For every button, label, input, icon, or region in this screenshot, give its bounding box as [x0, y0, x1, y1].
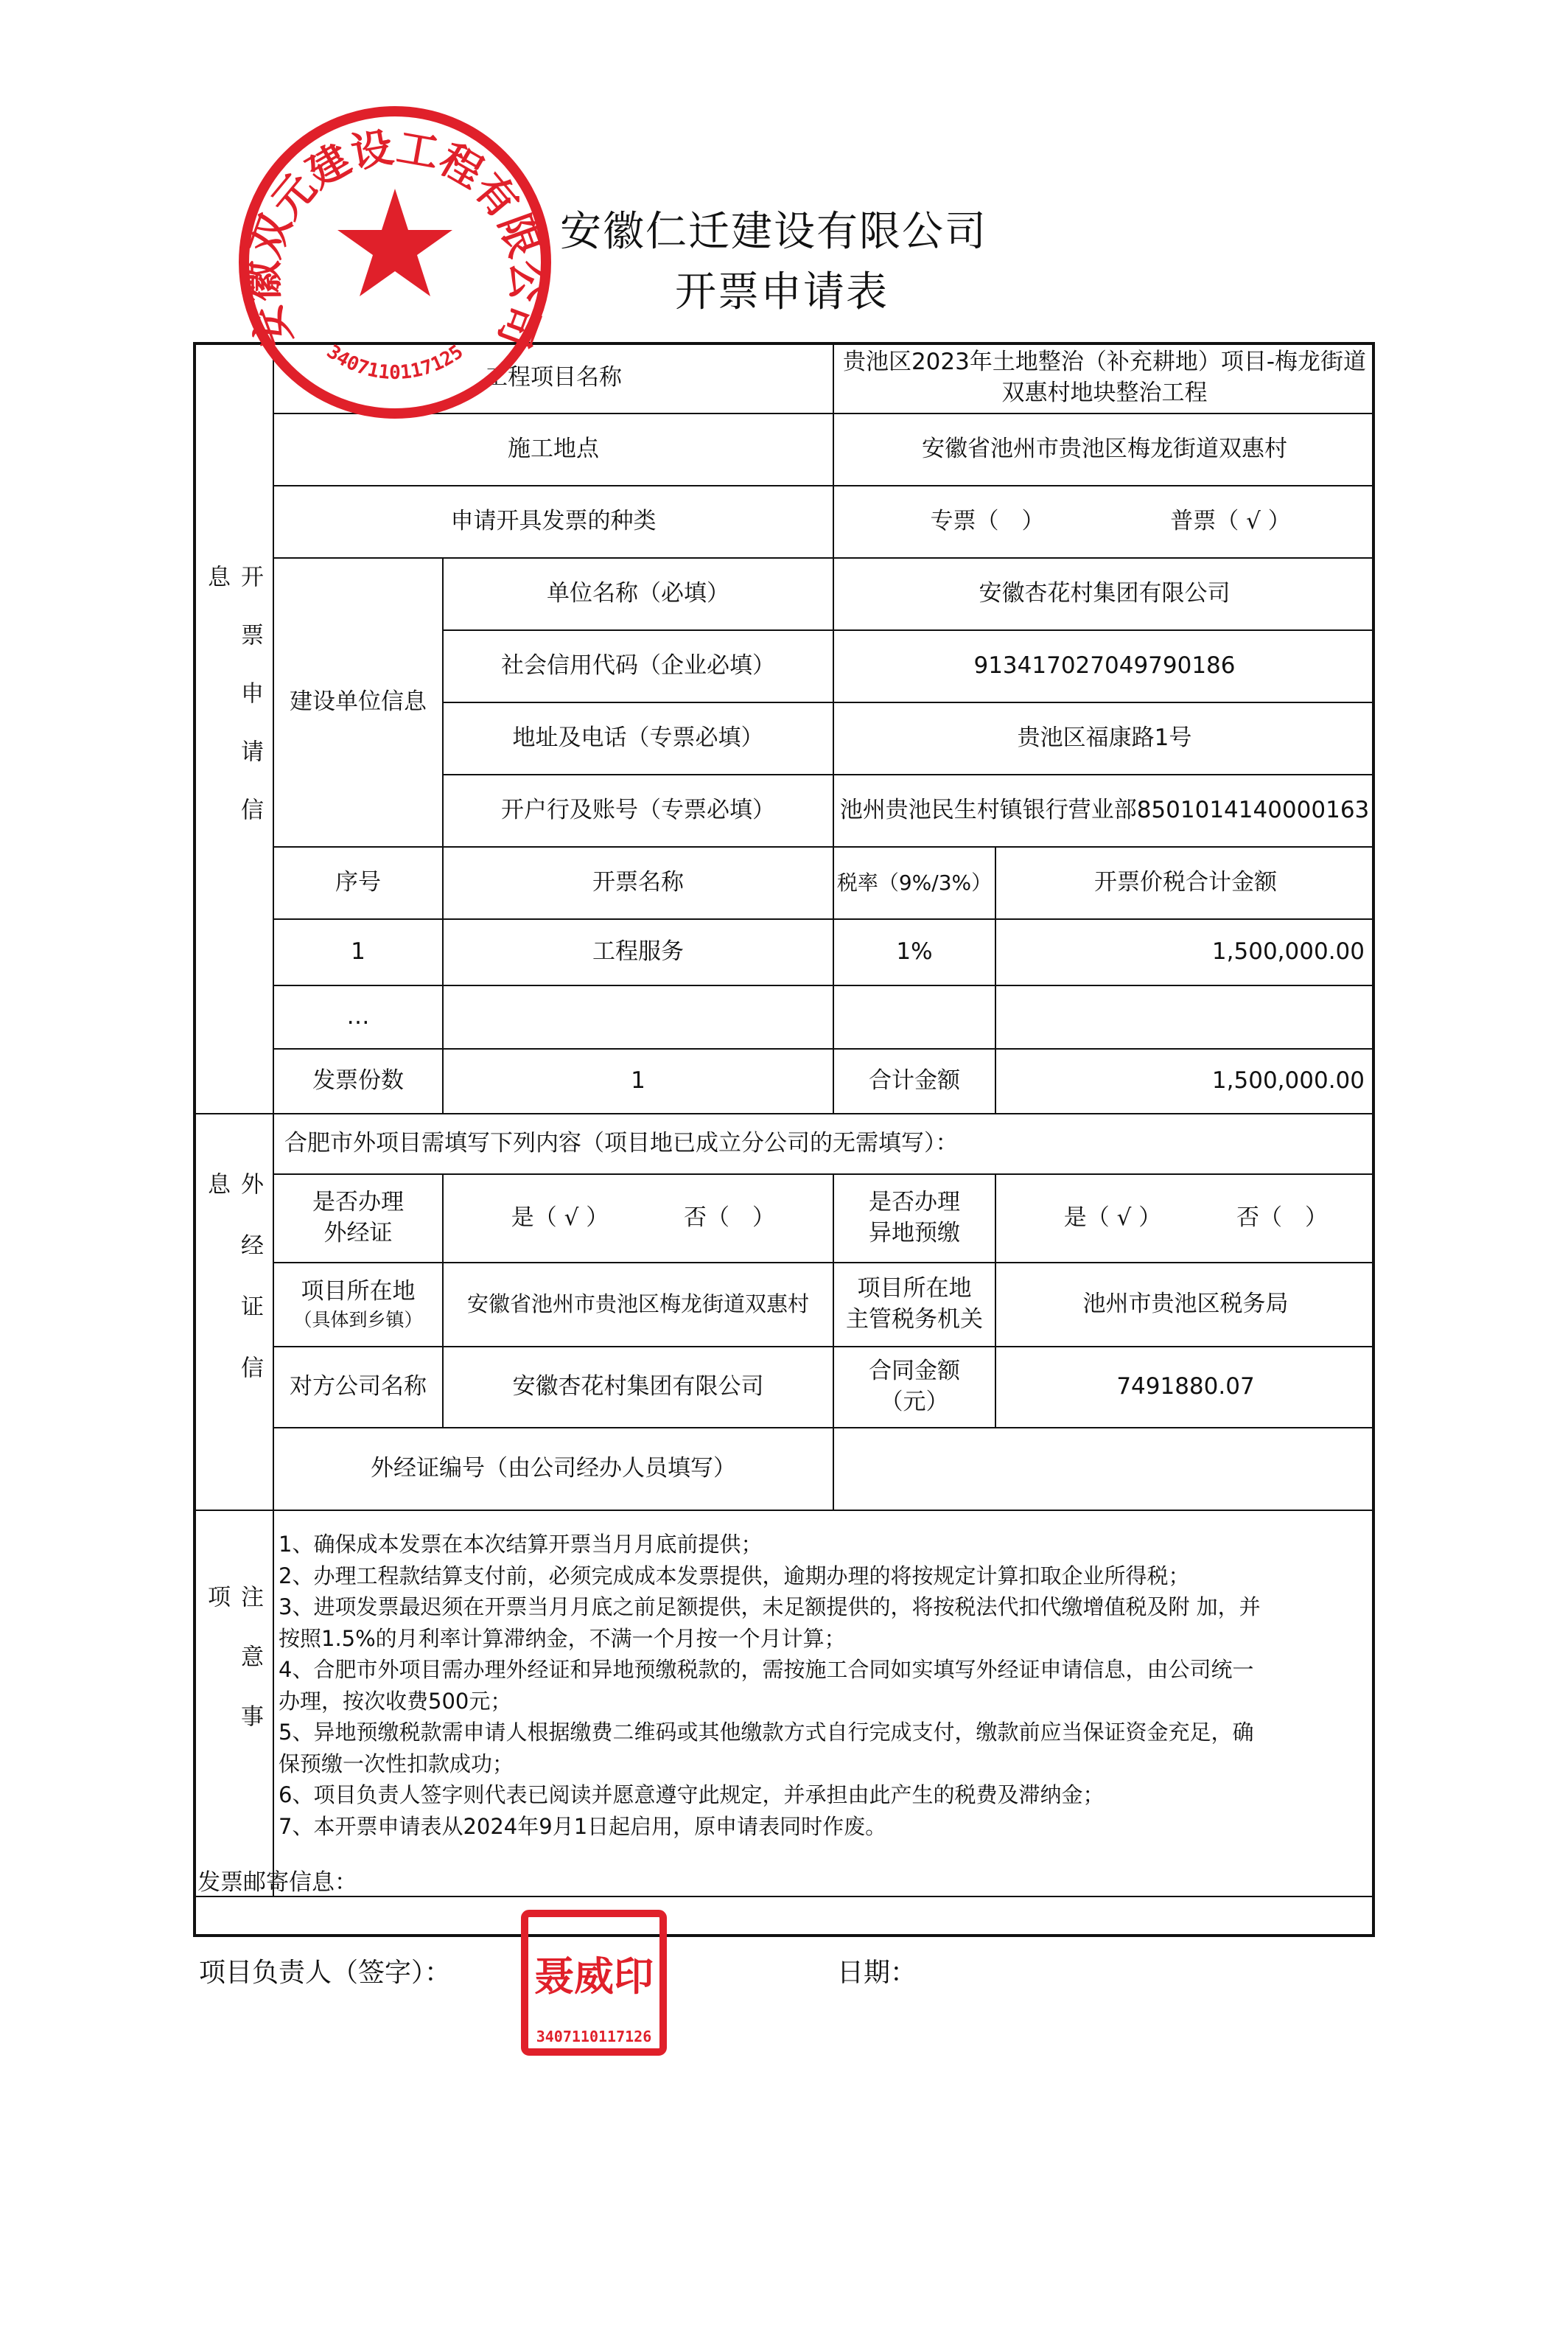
bank-value: 池州贵池民生村镇银行营业部8501014140000163 — [839, 797, 1370, 824]
col-header-index: 序号 — [335, 869, 381, 896]
table-cell: 1,500,000.00 — [1211, 938, 1365, 966]
project-location-value: 安徽省池州市贵池区梅龙街道双惠村 — [466, 1291, 809, 1317]
cert-question — [274, 1175, 442, 1262]
invoice-count-value: 1 — [631, 1067, 645, 1095]
section-label-cert-info — [203, 1172, 263, 1452]
invoice-type-special: 专票（ ） — [930, 508, 1045, 535]
invoice-type-label: 申请开具发票的种类 — [450, 508, 657, 535]
cert-number-label: 外经证编号（由公司经办人员填写） — [371, 1455, 736, 1482]
table-cell — [996, 986, 1375, 1048]
unit-name-label: 单位名称（必填） — [547, 580, 729, 607]
tax-label-line1: 项目所在地 — [857, 1275, 972, 1302]
cert-number-value — [834, 1428, 1375, 1510]
table-cell: … — [346, 1003, 370, 1030]
signer-label: 项目负责人（签字）： — [199, 1958, 452, 1988]
loc-label-line2: （具体到乡镇） — [293, 1309, 423, 1331]
credit-code-value: 913417027049790186 — [973, 652, 1236, 680]
tax-authority-label — [834, 1263, 995, 1346]
counterparty-value: 安徽杏花村集团有限公司 — [512, 1373, 764, 1400]
prepay-question — [834, 1175, 995, 1262]
project-name-line2: 双惠村地块整治工程 — [1001, 380, 1208, 406]
section-text: 注意事项 — [203, 1585, 263, 1764]
company-seal — [233, 100, 557, 425]
company-title: 安徽仁迁建设有限公司 — [560, 208, 987, 256]
personal-seal — [520, 1909, 668, 2056]
address-label: 地址及电话（专票必填） — [512, 725, 764, 752]
project-location-label — [274, 1263, 442, 1346]
cert-intro: 合肥市外项目需填写下列内容（项目地已成立分公司的无需填写）： — [284, 1130, 959, 1157]
unit-name-value: 安徽杏花村集团有限公司 — [979, 580, 1231, 607]
seal-code: 3407110117125 — [322, 341, 468, 385]
project-name-line1: 贵池区2023年土地整治（补充耕地）项目-梅龙街道 — [842, 349, 1367, 376]
counterparty-label: 对方公司名称 — [290, 1373, 427, 1400]
col-header-rate: 税率（9%/3%） — [836, 870, 993, 896]
notice-line: 办理，按次收费500元； — [279, 1688, 512, 1714]
section-text: 外经证信息 — [203, 1172, 263, 1417]
bank-label: 开户行及账号（专票必填） — [501, 797, 775, 824]
site-value: 安徽省池州市贵池区梅龙街道双惠村 — [922, 436, 1287, 463]
section-label-notice — [203, 1585, 263, 1806]
prepay-q-line2: 异地预缴 — [869, 1220, 960, 1246]
tax-label-line2: 主管税务机关 — [846, 1306, 983, 1333]
personal-seal-text: 聂威印 — [534, 1953, 654, 2000]
notice-line: 3、进项发票最迟须在开票当月月底之前足额提供，未足额提供的，将按税法代扣代缴增值税及附 加，并 — [279, 1594, 1261, 1619]
prepay-no: 否（ ） — [1236, 1204, 1328, 1232]
amount-label-line1: 合同金额 — [869, 1358, 960, 1385]
cert-q-line2: 外经证 — [323, 1220, 393, 1246]
form-title: 开票申请表 — [675, 268, 889, 316]
seal-star-icon — [337, 189, 452, 296]
table-cell: 1 — [351, 938, 365, 966]
col-header-item: 开票名称 — [592, 869, 684, 896]
table-cell — [834, 986, 995, 1048]
contract-amount-label — [834, 1347, 995, 1427]
notice-line: 1、确保成本发票在本次结算开票当月月底前提供； — [279, 1532, 763, 1557]
seal-text: 安徽双元建设工程有限公司 — [239, 123, 551, 354]
credit-code-label: 社会信用代码（企业必填） — [501, 652, 775, 680]
contract-amount-value: 7491880.07 — [1116, 1373, 1255, 1400]
site-label: 施工地点 — [508, 436, 599, 463]
total-amount-label: 合计金额 — [869, 1067, 960, 1095]
mail-info-label: 发票邮寄信息： — [197, 1869, 357, 1896]
section-text: 开票申请信息 — [203, 565, 263, 856]
notice-line: 5、异地预缴税款需申请人根据缴费二维码或其他缴款方式自行完成支付，缴款前应当保证资金充足，确 — [279, 1720, 1254, 1745]
project-name-label: 工程项目名称 — [485, 364, 622, 391]
notice-line: 4、合肥市外项目需办理外经证和异地预缴税款的，需按施工合同如实填写外经证申请信息，由公司统一 — [279, 1657, 1254, 1682]
cert-yes: 是（ √ ） — [511, 1204, 609, 1232]
section-label-invoice-info — [203, 565, 263, 899]
table-cell: 工程服务 — [592, 938, 684, 966]
address-value: 贵池区福康路1号 — [1017, 725, 1192, 752]
loc-label-line1: 项目所在地 — [301, 1278, 416, 1305]
project-name-value — [834, 343, 1375, 413]
prepay-q-line1: 是否办理 — [869, 1189, 960, 1216]
notice-line: 按照1.5%的月利率计算滞纳金，不满一个月按一个月计算； — [279, 1625, 846, 1651]
notice-line: 6、项目负责人签字则代表已阅读并愿意遵守此规定，并承担由此产生的税费及滞纳金； — [279, 1782, 1105, 1807]
total-amount-value: 1,500,000.00 — [1211, 1067, 1365, 1095]
prepay-yes: 是（ √ ） — [1063, 1204, 1162, 1232]
invoice-count-label: 发票份数 — [312, 1067, 404, 1095]
notice-line: 7、本开票申请表从2024年9月1日起启用，原申请表同时作废。 — [279, 1813, 887, 1839]
cert-q-line1: 是否办理 — [312, 1189, 404, 1216]
tax-authority-value: 池州市贵池区税务局 — [1082, 1291, 1289, 1318]
notice-line: 保预缴一次性扣款成功； — [279, 1751, 514, 1776]
date-label: 日期： — [837, 1958, 917, 1988]
table-cell — [444, 986, 833, 1048]
cert-no: 否（ ） — [684, 1204, 775, 1232]
notice-line: 2、办理工程款结算支付前，必须完成成本发票提供，逾期办理的将按规定计算扣取企业所得税； — [279, 1563, 1190, 1588]
amount-label-line2: （元） — [880, 1389, 949, 1415]
col-header-amount: 开票价税合计金额 — [1094, 869, 1277, 896]
invoice-type-general: 普票（ √ ） — [1170, 508, 1291, 535]
notice-list — [279, 1529, 1369, 1842]
builder-info-label: 建设单位信息 — [290, 688, 427, 716]
personal-seal-code: 3407110117126 — [536, 2028, 652, 2045]
table-cell: 1% — [896, 938, 933, 966]
